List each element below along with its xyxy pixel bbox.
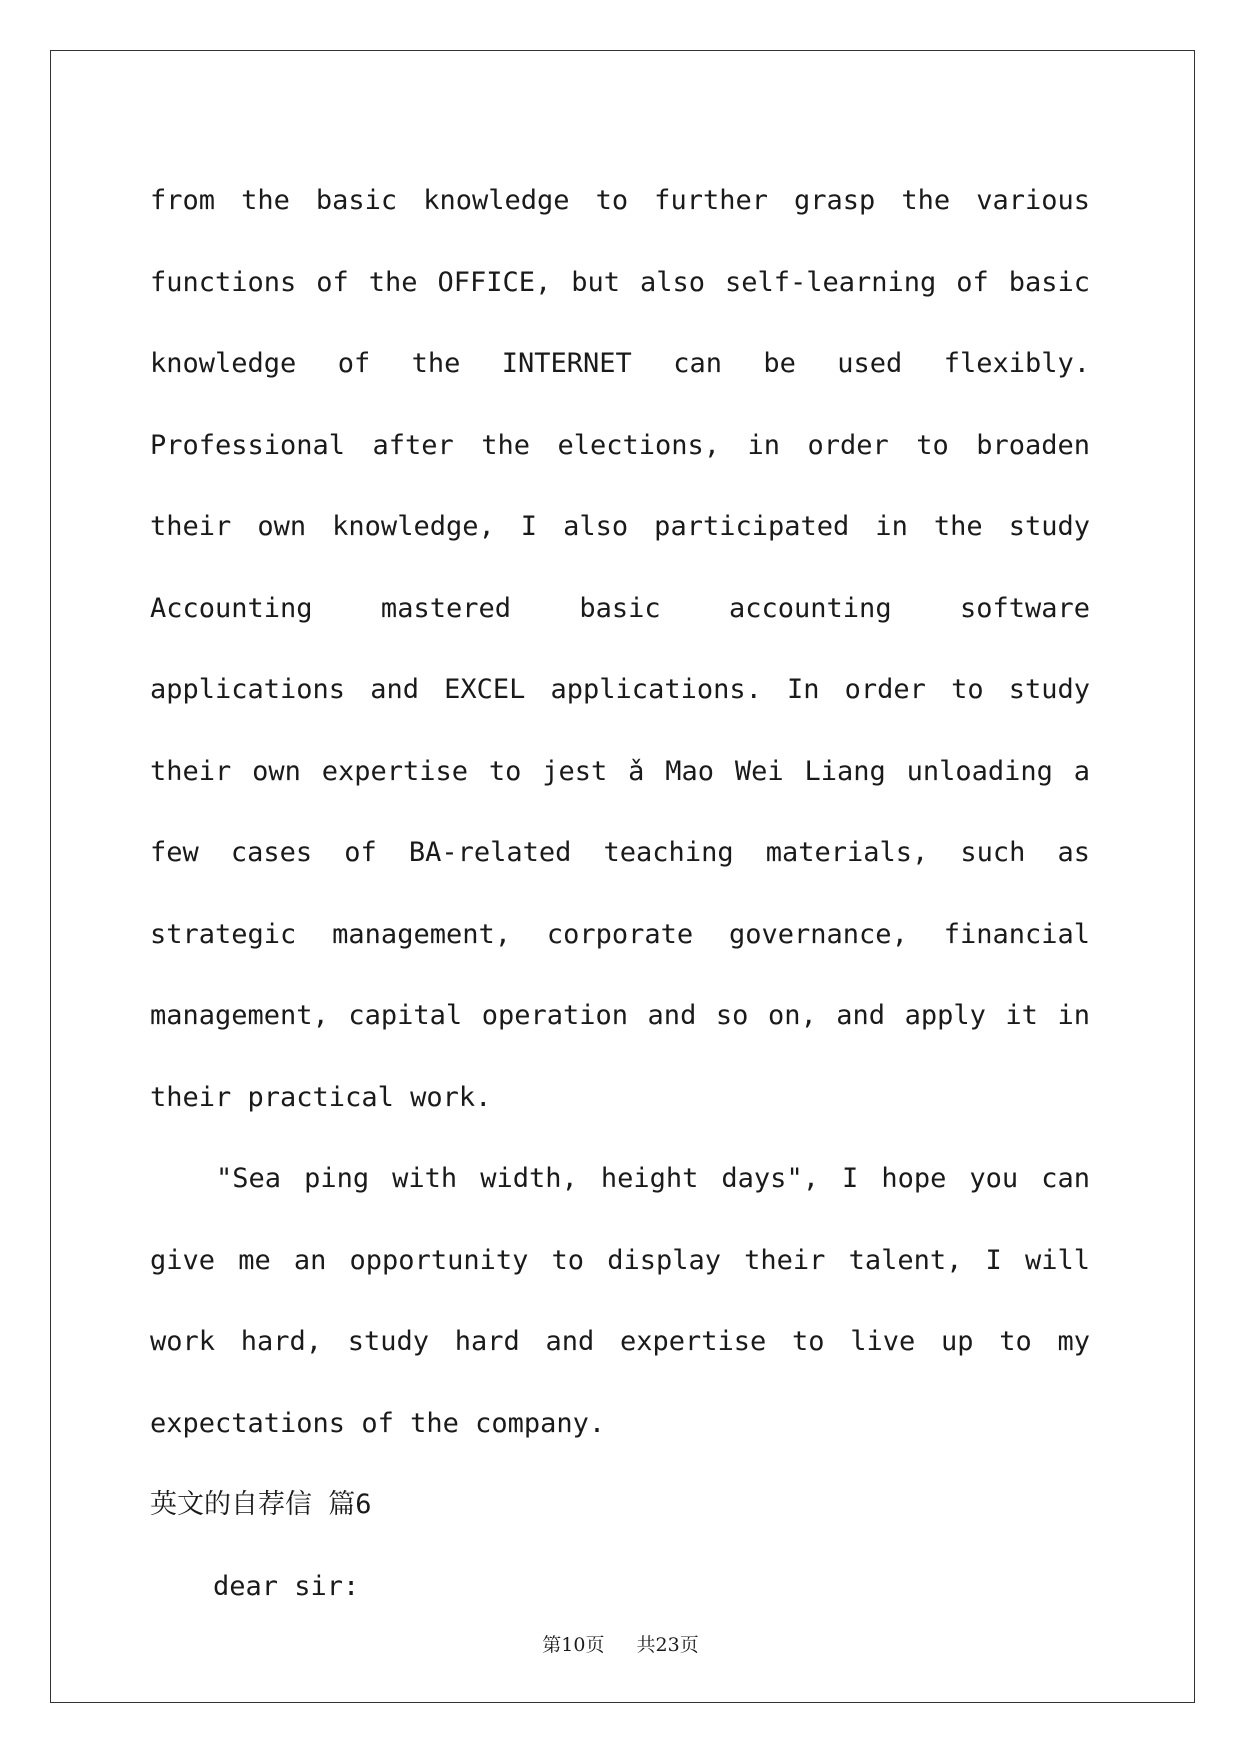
page-number-label: 第10页 (542, 1634, 605, 1656)
page-footer (0, 1630, 1241, 1657)
salutation-line: dear sir: (213, 1570, 360, 1602)
page-total-label: 共23页 (636, 1634, 699, 1656)
section-heading: 英文的自荐信 篇6 (150, 1489, 372, 1520)
document-body (150, 160, 1090, 1627)
body-paragraph-1: from the basic knowledge to further grasp the various functions of the OFFICE, but also self-learning of basic knowledge of the INTERNET can be used flexibly. Professional after the elections, in order to broaden their own knowledge, I also participated in the study Accounting mastered basic accounting software applications and EXCEL applications. In order to study their own expertise to jest ǎ Mao Wei Liang unloading a few cases of BA-related teaching materials, such as strategic management, corporate governance, financial management, capital operation and so on, and apply it in their practical work. (150, 185, 1090, 1113)
body-paragraph-2: "Sea ping with width, height days", I hope you can give me an opportunity to display their talent, I will work hard, study hard and expertise to live up to my expectations of the company. (150, 1163, 1090, 1439)
